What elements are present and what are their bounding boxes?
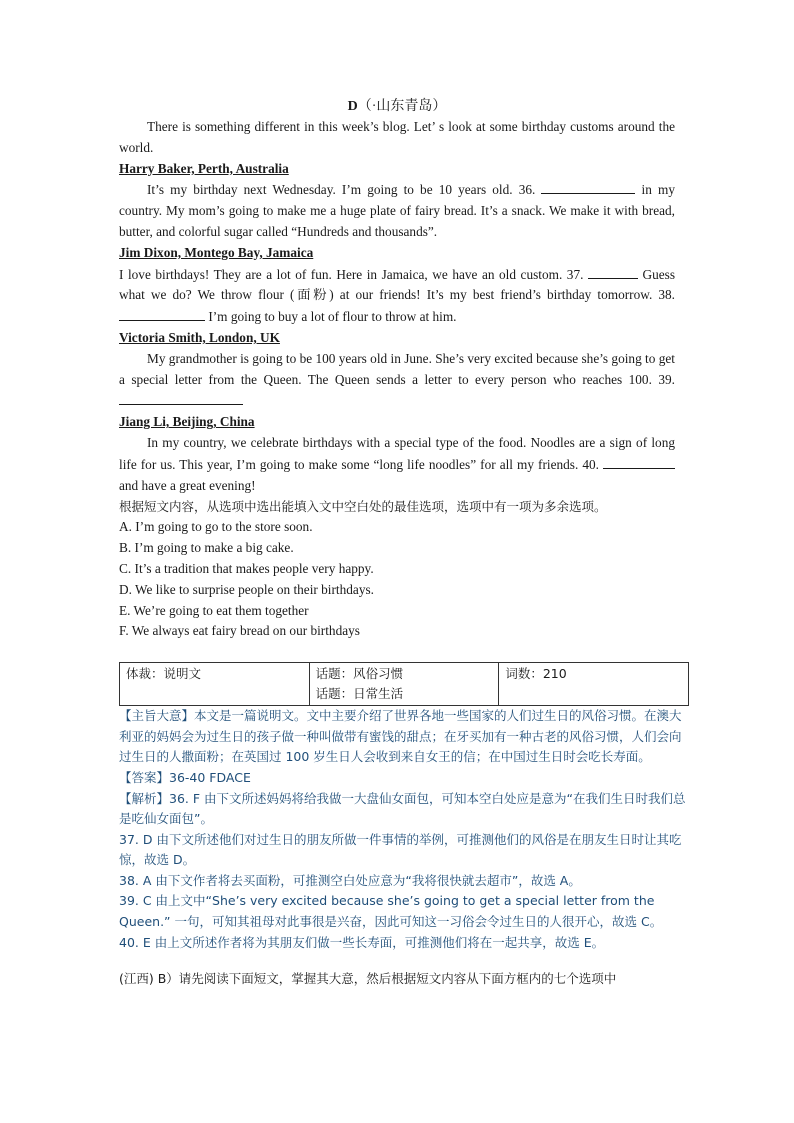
meta-topic-1: 话题：风俗习惯 xyxy=(315,666,404,682)
text-40-before: In my country, we celebrate birthdays with a special type of the food. Noodles are a sign of long life for us. This year, I’m going to make some “long life noodles” for all my friends. 40. xyxy=(119,434,675,472)
answer-analysis xyxy=(119,706,689,953)
option-c: C. It’s a tradition that makes people very happy. xyxy=(119,560,374,576)
meta-genre xyxy=(120,663,310,706)
text-37-before: I love birthdays! They are a lot of fun. Here in Jamaica, we have an old custom. 37. xyxy=(119,266,584,282)
passage-letter: D xyxy=(347,99,358,114)
answer-key: 【答案】36-40 FDACE xyxy=(119,769,251,785)
passage-title xyxy=(119,96,675,117)
option-d: D. We like to surprise people on their birthdays. xyxy=(119,581,374,597)
meta-topic xyxy=(309,663,499,706)
explanation-37: 37. D 由下文所述他们对过生日的朋友所做一件事情的举例，可推测他们的风俗是在朋友生日时让其吃惊，故选 D。 xyxy=(119,831,682,868)
text-38-after: I’m going to buy a lot of flour to throw at him. xyxy=(205,309,457,325)
passage-meta-table xyxy=(119,662,689,706)
section-text-jim xyxy=(119,264,675,328)
text-40-after: and have a great evening! xyxy=(119,477,256,493)
document-page xyxy=(119,96,686,989)
blank-38 xyxy=(119,306,205,321)
option-f: F. We always eat fairy bread on our birthdays xyxy=(119,623,360,639)
section-text-harry xyxy=(119,179,675,242)
text-36-after: in my country. My mom’s going to make me a huge plate of fairy bread. It’s a snack. We make it with bread, butter, and colorful sugar called “Hundreds and thousands”. xyxy=(119,182,675,239)
section-heading-victoria: Victoria Smith, London, UK xyxy=(119,329,280,345)
text-36-before: It’s my birthday next Wednesday. I’m going to be 10 years old. 36. xyxy=(147,182,536,198)
question-instruction: 根据短文内容，从选项中选出能填入文中空白处的最佳选项，选项中有一项为多余选项。 xyxy=(119,499,607,515)
explanation-38: 38. A 由下文作者将去买面粉，可推测空白处应意为“我将很快就去超市”，故选 A。 xyxy=(119,872,581,888)
text-39-before: My grandmother is going to be 100 years old in June. She’s very excited because she’s going to get a special letter from the Queen. The Queen sends a letter to every person who reaches 100. 39. xyxy=(119,350,675,387)
section-text-victoria xyxy=(119,349,675,412)
main-idea: 【主旨大意】本文是一篇说明文。文中主要介绍了世界各地一些国家的人们过生日的风俗习惯。在澳大利亚的妈妈会为过生日的孩子做一种叫做带有蜜饯的甜点；在牙买加有一种古老的风俗习惯，人们会向过生日的人撒面粉；在英国过 100 岁生日人会收到来自女王的信；在中国过生日时会吃长寿面。 xyxy=(119,708,682,765)
meta-topic-2: 话题：日常生活 xyxy=(315,686,404,702)
option-a: A. I’m going to go to the store soon. xyxy=(119,519,313,535)
next-passage-intro: (江西) B）请先阅读下面短文，掌握其大意，然后根据短文内容从下面方框内的七个选项中 xyxy=(119,971,617,987)
explanation-36: 【解析】36. F 由下文所述妈妈将给我做一大盘仙女面包，可知本空白处应是意为“在我们生日时我们总是吃仙女面包”。 xyxy=(119,790,686,827)
options-list xyxy=(119,517,675,642)
blank-36 xyxy=(541,179,635,194)
option-e: E. We’re going to eat them together xyxy=(119,602,309,618)
section-heading-harry: Harry Baker, Perth, Australia xyxy=(119,160,289,176)
explanation-40: 40. E 由上文所述作者将为其朋友们做一些长寿面，可推测他们将在一起共享，故选 E。 xyxy=(119,934,605,950)
passage-intro: There is something different in this week’s blog. Let’ s look at some birthday customs around the world. xyxy=(119,119,675,155)
meta-words xyxy=(499,663,689,706)
blank-39 xyxy=(119,390,243,405)
explanation-39: 39. C 由上文中“She’s very excited because she’s going to get a special letter from the Queen.” 一句，可知其祖母对此事很是兴奋，因此可知这一习俗会令过生日的人很开心，故选 C。 xyxy=(119,893,663,930)
text-37-mid: Guess what we do? We throw flour (面粉) at our friends! It’s my best friend’s birthday tomorrow. 38. xyxy=(119,266,676,303)
passage-source: （·山东青岛） xyxy=(357,99,447,114)
meta-genre-text: 体裁：说明文 xyxy=(126,666,202,682)
blank-37 xyxy=(588,264,638,279)
blank-40 xyxy=(603,454,675,469)
section-text-jiang xyxy=(119,433,675,496)
section-heading-jiang: Jiang Li, Beijing, China xyxy=(119,414,255,430)
option-b: B. I’m going to make a big cake. xyxy=(119,540,294,556)
section-heading-jim: Jim Dixon, Montego Bay, Jamaica xyxy=(119,244,314,260)
meta-words-text: 词数：210 xyxy=(505,666,567,682)
